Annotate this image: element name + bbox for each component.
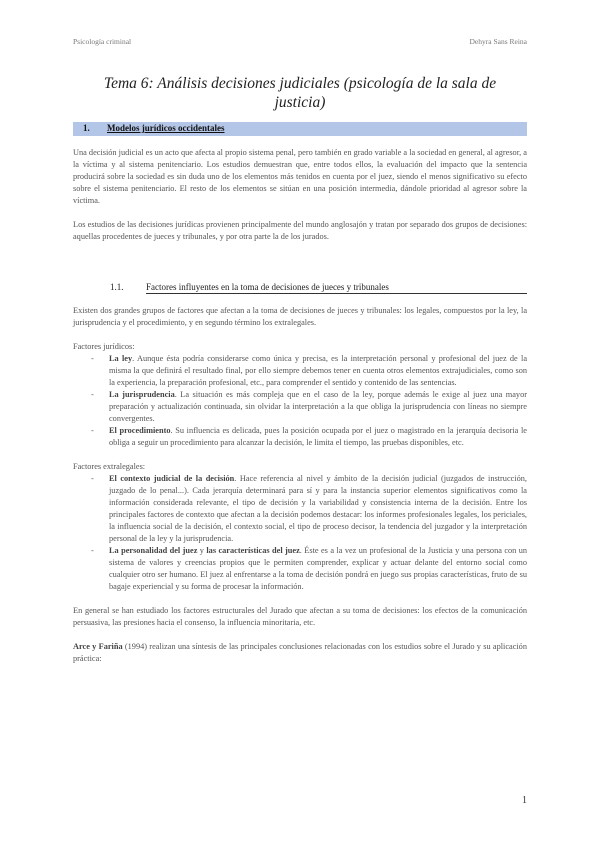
dash-bullet: - xyxy=(91,354,94,363)
list-item xyxy=(73,473,527,545)
list-item xyxy=(73,389,527,425)
header-left: Psicología criminal xyxy=(73,37,132,46)
term: El procedimiento xyxy=(109,426,171,435)
term: La ley xyxy=(109,354,133,363)
page-title: Tema 6: Análisis decisiones judiciales (psicología de la sala de justicia) xyxy=(103,75,497,111)
term: las características del juez xyxy=(206,546,300,555)
item-text: . Hace referencia al nivel y ámbito de la decisión judicial (juzgados de instrucción, juzgado de lo penal...). Cada jerarquía determinará para sí y para la instancia superior elementos significativos como la información considerada relevante, el tipo de decisión y la variabilidad y consistencia interna de la decisión. Entre los principales factores de contexto que afectan a la decisión podemos destacar: los informes profesionales legales, los periciales, la influencia social de la decisión, el contexto social, el tipo de proceso decisor, la tendencia del juzgador y la interpretación personal de la ley y la jurisprudencia. xyxy=(109,474,527,543)
paragraph-2: Los estudios de las decisiones jurídicas provienen principalmente del mundo anglosajón y tratan por separado dos grupos de decisiones: aquellas procedentes de jueces y tribunales, y por otra parte la de los jurados. xyxy=(73,220,527,241)
paragraph-intro: Existen dos grandes grupos de factores que afectan a la toma de decisiones de jueces y tribunales: los legales, compuestos por la ley, la jurisprudencia y el procedimiento, y en segundo término los extralegales. xyxy=(73,306,527,327)
paragraph-arce xyxy=(73,641,527,665)
list-item xyxy=(73,545,527,593)
item-text: (1994) realizan una síntesis de las principales conclusiones relacionadas con los estudios sobre el Jurado y su aplicación práctica: xyxy=(73,642,527,663)
dash-bullet: - xyxy=(91,390,94,399)
dash-bullet: - xyxy=(91,474,94,483)
term: La jurisprudencia xyxy=(109,390,175,399)
term: Arce y Fariña xyxy=(73,642,123,651)
label-factores-extralegales: Factores extralegales: xyxy=(73,462,146,471)
item-text: . Éste es a la vez un profesional de la Justicia y una persona con un sistema de valores y creencias propios que le permiten comprender, explicar y actuar delante del entorno social como cualquier otro ser humano. El juez al enfrentarse a la toma de decisión pondrá en juego sus propias características, fruto de su bagaje experiencial y su forma de procesar la información. xyxy=(109,546,528,591)
list-item xyxy=(73,425,527,449)
label-factores-juridicos: Factores jurídicos: xyxy=(73,342,135,351)
paragraph-general: En general se han estudiado los factores estructurales del Jurado que afectan a su toma de decisiones: los efectos de la comunicación persuasiva, las presiones hacia el consenso, la influencia minoritaria, etc. xyxy=(73,606,527,627)
list-factores-extralegales xyxy=(73,473,527,593)
header-right: Dehyra Sans Reina xyxy=(469,37,527,46)
item-connector: y xyxy=(197,546,207,555)
term: El contexto judicial de la decisión xyxy=(109,474,235,483)
item-text: . Su influencia es delicada, pues la posición ocupada por el juez o magistrado en la jerarquía decisoria le obliga a seguir un procedimiento para alcanzar la decisión, le limita el tiempo, las pruebas disponibles, etc. xyxy=(109,426,527,447)
subsection-number: 1.1. xyxy=(110,282,124,292)
section-number: 1. xyxy=(83,123,90,133)
page-number: 1 xyxy=(522,795,527,806)
list-factores-juridicos xyxy=(73,353,527,449)
paragraph-1: Una decisión judicial es un acto que afecta al propio sistema penal, pero también en grado variable a la sociedad en general, al agresor, a la víctima y al sistema penitenciario. Los estudios demuestran que, entre todos ellos, la evaluación del impacto que la sentencia producirá sobre la sociedad es sin duda uno de los elementos más tenidos en cuenta por el juez, siendo el menos significativo su efecto sobre el sistema penitenciario. El resto de los elementos se sitúan en una posición intermedia, dándole prioridad al agresor sobre la víctima. xyxy=(73,148,527,205)
item-text: . Aunque ésta podría considerarse como única y precisa, es la interpretación personal y profesional del juez de la misma la que definirá el resultado final, por ello siempre debemos tener en cuenta otros elementos extrajudiciales, como son la experiencia, la preparación profesional, etc., para comprender el sentido y contenido de las sentencias. xyxy=(109,354,527,387)
subsection-body xyxy=(73,305,527,665)
section-intro xyxy=(73,147,527,243)
list-item xyxy=(73,353,527,389)
subsection-title: Factores influyentes en la toma de decisiones de jueces y tribunales xyxy=(146,282,527,294)
section-title: Modelos jurídicos occidentales xyxy=(107,123,225,133)
section-heading-bar xyxy=(73,122,527,136)
item-text: . La situación es más compleja que en el caso de la ley, porque además le exige al juez una mayor preparación y actualización continuada, sin olvidar la interpretación a la que obliga la jurisprudencia con líneas no siempre convergentes. xyxy=(109,390,527,423)
term: La personalidad del juez xyxy=(109,546,198,555)
dash-bullet: - xyxy=(91,546,94,555)
dash-bullet: - xyxy=(91,426,94,435)
